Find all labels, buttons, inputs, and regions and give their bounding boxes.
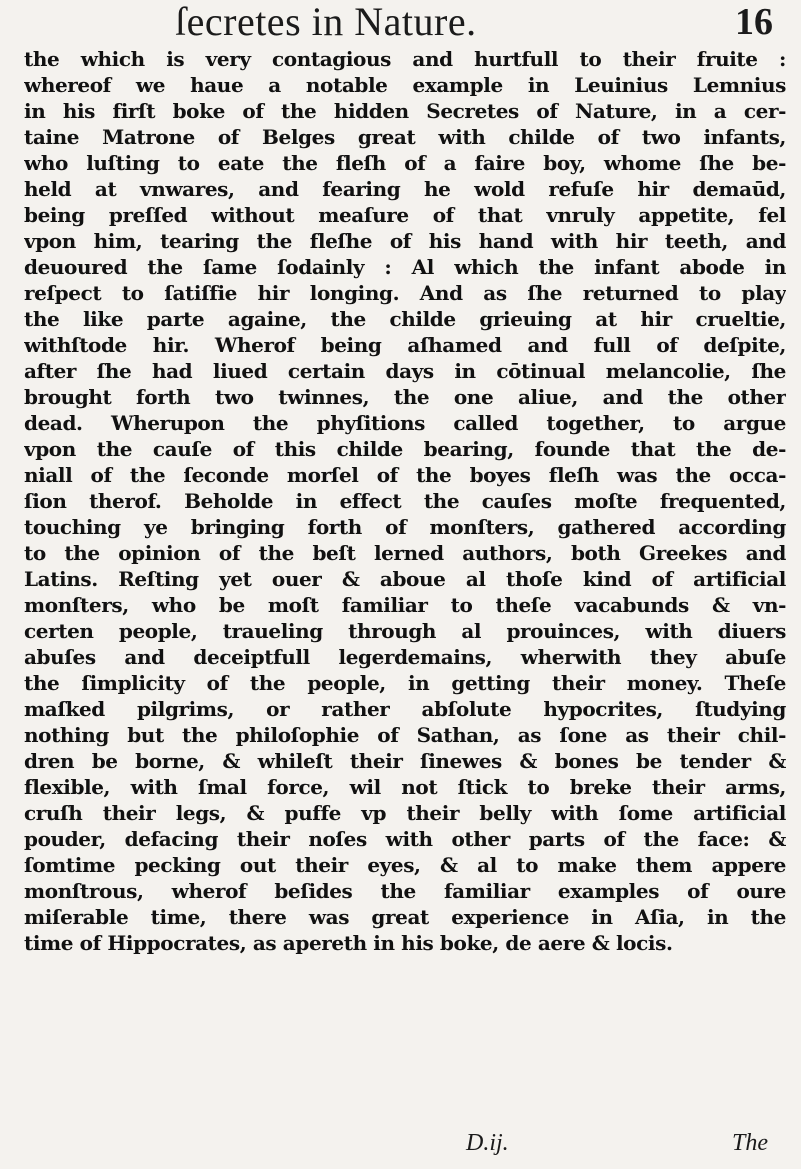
text-line: the like parte againe, the childe grieuing at hir crueltie, — [24, 307, 786, 331]
text-line: whereof we haue a notable example in Leuinius Lemnius — [24, 73, 786, 97]
text-line: deuoured the ſame ſodainly : Al which the infant abode in — [24, 255, 786, 279]
text-line: Latins. Reſting yet ouer & aboue al thoſe kind of artificial — [24, 567, 786, 591]
text-line: pouder, defacing their noſes with other parts of the face: & — [24, 827, 786, 851]
text-line: who luſting to eate the fleſh of a faire boy, whome ſhe be- — [24, 151, 786, 175]
page-footer — [0, 1128, 801, 1168]
text-line: to the opinion of the beſt lerned authors, both Greekes and — [24, 541, 786, 565]
text-line: being preſſed without meaſure of that vnruly appetite, fel — [24, 203, 786, 227]
text-line: held at vnwares, and fearing he wold refuſe hir demaūd, — [24, 177, 786, 201]
text-line: touching ye bringing forth of monſters, gathered according — [24, 515, 786, 539]
page-header — [0, 0, 801, 46]
catchword: The — [732, 1130, 768, 1156]
text-line: dead. Wherupon the phyſitions called together, to argue — [24, 411, 786, 435]
text-line: taine Matrone of Belges great with childe of two infants, — [24, 125, 786, 149]
text-line: after ſhe had liued certain days in cōtinual melancolie, ſhe — [24, 359, 786, 383]
text-line: the ſimplicity of the people, in getting their money. Theſe — [24, 671, 786, 695]
running-title: ſecretes in Nature. — [175, 0, 477, 44]
text-line: vpon the cauſe of this childe bearing, founde that the de- — [24, 437, 786, 461]
text-line: dren be borne, & whileſt their ſinewes & bones be tender & — [24, 749, 786, 773]
signature-mark: D.ij. — [466, 1130, 509, 1156]
text-line: monſtrous, wherof beſides the familiar examples of oure — [24, 879, 786, 903]
text-line: flexible, with ſmal force, wil not ſtick to breke their arms, — [24, 775, 786, 799]
text-line: certen people, traueling through al prouinces, with diuers — [24, 619, 786, 643]
text-line: withſtode hir. Wherof being aſhamed and full of deſpite, — [24, 333, 786, 357]
text-line: ſomtime pecking out their eyes, & al to make them appere — [24, 853, 786, 877]
body-text — [24, 46, 786, 956]
text-line: monſters, who be moſt familiar to theſe vacabunds & vn- — [24, 593, 786, 617]
text-line: niall of the ſeconde morſel of the boyes fleſh was the occa- — [24, 463, 786, 487]
text-line: ſion therof. Beholde in effect the cauſes moſte frequented, — [24, 489, 786, 513]
text-line: nothing but the philoſophie of Sathan, as ſone as their chil- — [24, 723, 786, 747]
text-line: cruſh their legs, & puffe vp their belly with ſome artificial — [24, 801, 786, 825]
folio-number: 16 — [735, 1, 773, 43]
text-line: miſerable time, there was great experience in Aſia, in the — [24, 905, 786, 929]
text-line: in his firſt boke of the hidden Secretes of Nature, in a cer- — [24, 99, 786, 123]
text-line: vpon him, tearing the fleſhe of his hand with hir teeth, and — [24, 229, 786, 253]
text-line: reſpect to ſatiſfie hir longing. And as ſhe returned to play — [24, 281, 786, 305]
text-line: brought forth two twinnes, the one aliue, and the other — [24, 385, 786, 409]
text-line: abuſes and deceiptfull legerdemains, wherwith they abuſe — [24, 645, 786, 669]
text-line: the which is very contagious and hurtfull to their fruite : — [24, 47, 786, 71]
text-line: time of Hippocrates, as apereth in his boke, de aere & locis. — [24, 931, 673, 955]
text-line: maſked pilgrims, or rather abſolute hypocrites, ſtudying — [24, 697, 786, 721]
